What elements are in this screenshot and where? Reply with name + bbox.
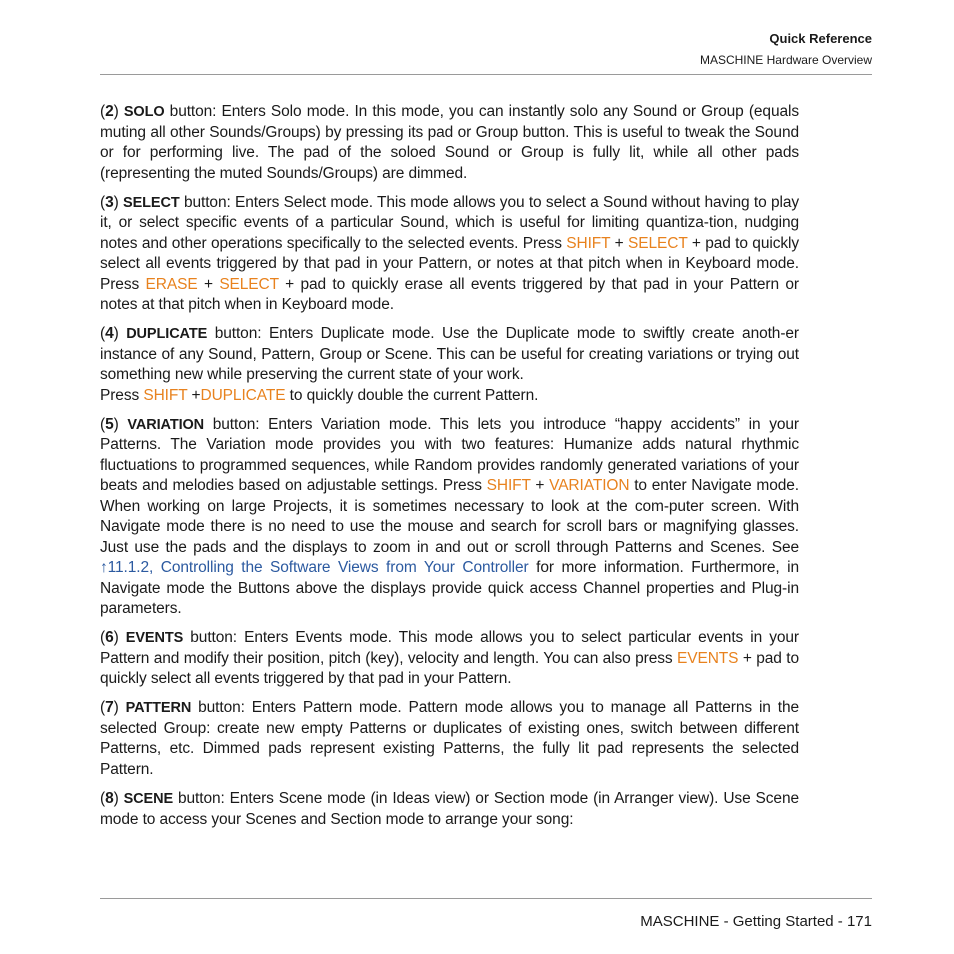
body-text: + bbox=[187, 386, 201, 404]
body-text: Press bbox=[100, 386, 144, 404]
button-name: VARIATION bbox=[127, 416, 205, 433]
body-text: + bbox=[610, 234, 629, 252]
paragraph-solo: (2) SOLO button: Enters Solo mode. In this mode, you can instantly solo any Sound or Group (equals muting all other Sounds/Groups) by pressing its pad or Group button. This is useful to tweak the Sound or for performing live. The pad of the soloed Sound or Group is fully lit, while all other pads (representing the muted Sounds/Groups) are dimmed. bbox=[100, 103, 799, 182]
page-footer: MASCHINE - Getting Started - 171 bbox=[640, 913, 872, 930]
body-text: to quickly double the current Pattern. bbox=[285, 386, 539, 404]
item-number: 6 bbox=[105, 629, 114, 647]
body-text: to enter Navigate mode. When working on large Projects, it is sometimes necessary to look at the com-puter screen. With Navigate mode there is no need to use the mouse and search for scroll bars or magnifying glasses. Just use the pads and the displays to zoom in and out or scroll through Patterns and Scenes. See bbox=[100, 477, 799, 556]
hardware-label: DUPLICATE bbox=[200, 386, 286, 404]
paragraph-events: (6) EVENTS button: Enters Events mode. This mode allows you to select particular events in your Pattern and modify their position, pitch (key), velocity and length. You can also press EVENTS + pad to quickly select all events triggered by that pad in your Pattern. bbox=[100, 629, 800, 688]
button-name: DUPLICATE bbox=[126, 326, 208, 343]
paragraph-pattern: (7) PATTERN button: Enters Pattern mode. Pattern mode allows you to manage all Patterns in the selected Group: create new empty Patterns or duplicates of existing ones, switch between different Patterns, etc. Dimmed pads represent existing Patterns, the fully lit pad represents the selected Pattern. bbox=[100, 699, 799, 778]
body-text: button: Enters Duplicate mode. Use the Duplicate mode to swiftly create anoth-er instance of any Sound, Pattern, Group or Scene. This can be useful for creating variations or trying out something new while preserving the current state of your work. bbox=[100, 325, 799, 384]
body-text: + bbox=[530, 477, 550, 495]
item-number: 2 bbox=[105, 103, 114, 120]
body-text: button: Enters Select mode. This mode allows you to select a Sound without having to play it, or select specific events of a particular Sound, which is useful for limiting quantiza-tion, nudging notes and other operations specifically to the selected events. Press bbox=[100, 193, 799, 252]
hardware-label: SHIFT bbox=[486, 477, 531, 495]
paragraph-scene: (8) SCENE button: Enters Scene mode (in Ideas view) or Section mode (in Arranger view). Use Scene mode to access your Scenes and Section mode to arrange your song: bbox=[100, 790, 799, 828]
hardware-label: SELECT bbox=[628, 234, 688, 252]
hardware-label: VARIATION bbox=[549, 477, 630, 495]
body-text: button: Enters Pattern mode. Pattern mode allows you to manage all Patterns in the selected Group: create new empty Patterns or duplicates of existing ones, switch between different Patterns, etc. Dimmed pads represent existing Patterns, the fully lit pad represents the selected Pattern. bbox=[100, 699, 799, 778]
item-number: 8 bbox=[105, 790, 114, 808]
page-content bbox=[100, 102, 799, 839]
hardware-label: ERASE bbox=[145, 275, 198, 293]
hardware-label: SHIFT bbox=[143, 386, 188, 404]
item-number: 5 bbox=[105, 415, 114, 433]
paragraph-variation: (5) VARIATION button: Enters Variation mode. This lets you introduce “happy accidents” in your Patterns. The Variation mode provides you with two features: Humanize adds natural rhythmic fluctuations to programmed sequences, while Random provides randomly generated variations of your beats and melodies based on adjustable settings. Press SHIFT + VARIATION to enter Navigate mode. When working on large Projects, it is sometimes necessary to look at the com-puter screen. With Navigate mode there is no need to use the mouse and search for scroll bars or magnifying glasses. Just use the pads and the displays to zoom in and out or scroll through Patterns and Scenes. See ↑11.1.2, Controlling the Software Views from Your Controller for more information. Furthermore, in Navigate mode the Buttons above the displays provide quick access Channel properties and Plug-in parameters. bbox=[100, 415, 799, 618]
page-header bbox=[700, 30, 872, 69]
body-text: for more information. Furthermore, in Navigate mode the Buttons above the displays provide quick access Channel properties and Plug-in parameters. bbox=[100, 559, 799, 618]
section-title: Quick Reference bbox=[769, 31, 872, 46]
button-name: SCENE bbox=[123, 791, 174, 808]
hardware-label: SHIFT bbox=[566, 234, 611, 252]
body-text: button: Enters Events mode. This mode allows you to select particular events in your Pattern and modify their position, pitch (key), velocity and length. You can also press bbox=[100, 629, 799, 667]
button-name: PATTERN bbox=[125, 700, 192, 717]
body-text: + bbox=[197, 275, 220, 293]
paragraph-select: (3) SELECT button: Enters Select mode. This mode allows you to select a Sound without having to play it, or select specific events of a particular Sound, which is useful for limiting quantiza-tion, nudging notes and other operations specifically to the selected events. Press SHIFT + SELECT + pad to quickly select all events triggered by that pad in your Pattern, or notes at that pitch when in Keyboard mode. Press ERASE + SELECT + pad to quickly erase all events triggered by that pad in your Pattern or notes at that pitch when in Keyboard mode. bbox=[100, 193, 799, 314]
button-name: SOLO bbox=[123, 104, 165, 120]
item-number: 7 bbox=[105, 699, 114, 717]
item-number: 3 bbox=[105, 193, 114, 211]
subsection-title: MASCHINE Hardware Overview bbox=[699, 53, 872, 67]
body-text: + pad to quickly erase all events triggered by that pad in your Pattern or notes at that pitch when in Keyboard mode. bbox=[100, 275, 799, 314]
item-number: 4 bbox=[105, 325, 114, 343]
cross-reference-link[interactable]: ↑11.1.2, Controlling the Software Views from Your Controller bbox=[100, 559, 529, 577]
body-text: button: Enters Solo mode. In this mode, you can instantly solo any Sound or Group (equals muting all other Sounds/Groups) by pressing its pad or Group button. This is useful to tweak the Sound or for performing live. The pad of the soloed Sound or Group is fully lit, while all other pads (representing the muted Sounds/Groups) are dimmed. bbox=[100, 103, 799, 182]
paragraph-duplicate: (4) DUPLICATE button: Enters Duplicate mode. Use the Duplicate mode to swiftly create anoth-er instance of any Sound, Pattern, Group or Scene. This can be useful for creating variations or trying out something new while preserving the current state of your work. Press SHIFT +DUPLICATE to quickly double the current Pattern. bbox=[100, 325, 799, 404]
button-name: EVENTS bbox=[125, 630, 184, 647]
hardware-label: EVENTS bbox=[677, 649, 739, 667]
body-text: + pad to quickly select all events triggered by that pad in your Pattern, or notes at that pitch when in Keyboard mode. Press bbox=[100, 234, 799, 293]
body-text: + pad to quickly select all events triggered by that pad in your Pattern. bbox=[100, 649, 800, 688]
body-text: button: Enters Variation mode. This lets you introduce “happy accidents” in your Patterns. The Variation mode provides you with two features: Humanize adds natural rhythmic fluctuations to programmed sequences, while Random provides randomly generated variations of your beats and melodies based on adjustable settings. Press bbox=[100, 415, 799, 495]
footer-divider bbox=[100, 898, 872, 899]
hardware-label: SELECT bbox=[219, 275, 279, 293]
header-divider bbox=[100, 74, 872, 75]
body-text: button: Enters Scene mode (in Ideas view) or Section mode (in Arranger view). Use Scene mode to access your Scenes and Section mode to arrange your song: bbox=[100, 790, 799, 828]
button-name: SELECT bbox=[123, 194, 180, 211]
